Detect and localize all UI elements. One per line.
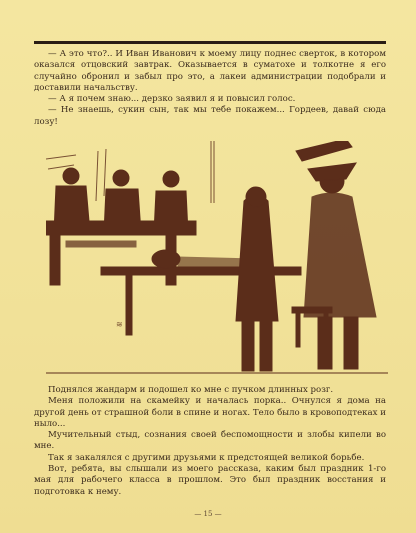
paragraph: Мучительный стыд, сознания своей беспомощности и злобы кипели во мне.: [34, 430, 386, 452]
paragraph: Так я закалялся с другими друзьями к предстоящей великой борьбе.: [48, 452, 365, 463]
top-rule: [34, 41, 386, 44]
paragraph: — А я почем знаю... дерзко заявил я и повысил голос.: [48, 94, 296, 105]
svg-text:≋: ≋: [116, 320, 123, 329]
paragraph: Вот, ребята, вы слышали из моего рассказа, каким был праздник 1-го мая для рабочего класса в прошлом. Это был праздник восстания и подготовка к нему.: [34, 464, 386, 497]
paragraph: — А это что?.. И Иван Иванович к моему лицу поднес сверток, в котором оказался отцовский завтрак. Оказывается в суматохе и толкотне я его случайно обронил и забыл про это, а лакеи администрации подобрали и доставили начальству.: [34, 49, 386, 93]
top-text-block: [34, 49, 386, 128]
paragraph: — Не знаешь, сукин сын, так мы тебе покажем... Гордеев, давай сюда лозу!: [34, 105, 386, 127]
bottom-text-block: [34, 385, 386, 498]
flogging-scene-illustration: [46, 141, 388, 379]
paragraph: Поднялся жандарм и подошел ко мне с пучком длинных розг.: [48, 385, 334, 395]
paragraph: Меня положили на скамейку и началась порка.. Очнулся я дома на другой день от страшной боли в спине и ногах. Тело было в кровоподтеках и ныло...: [34, 396, 386, 429]
page-number: — 15 —: [194, 510, 222, 518]
